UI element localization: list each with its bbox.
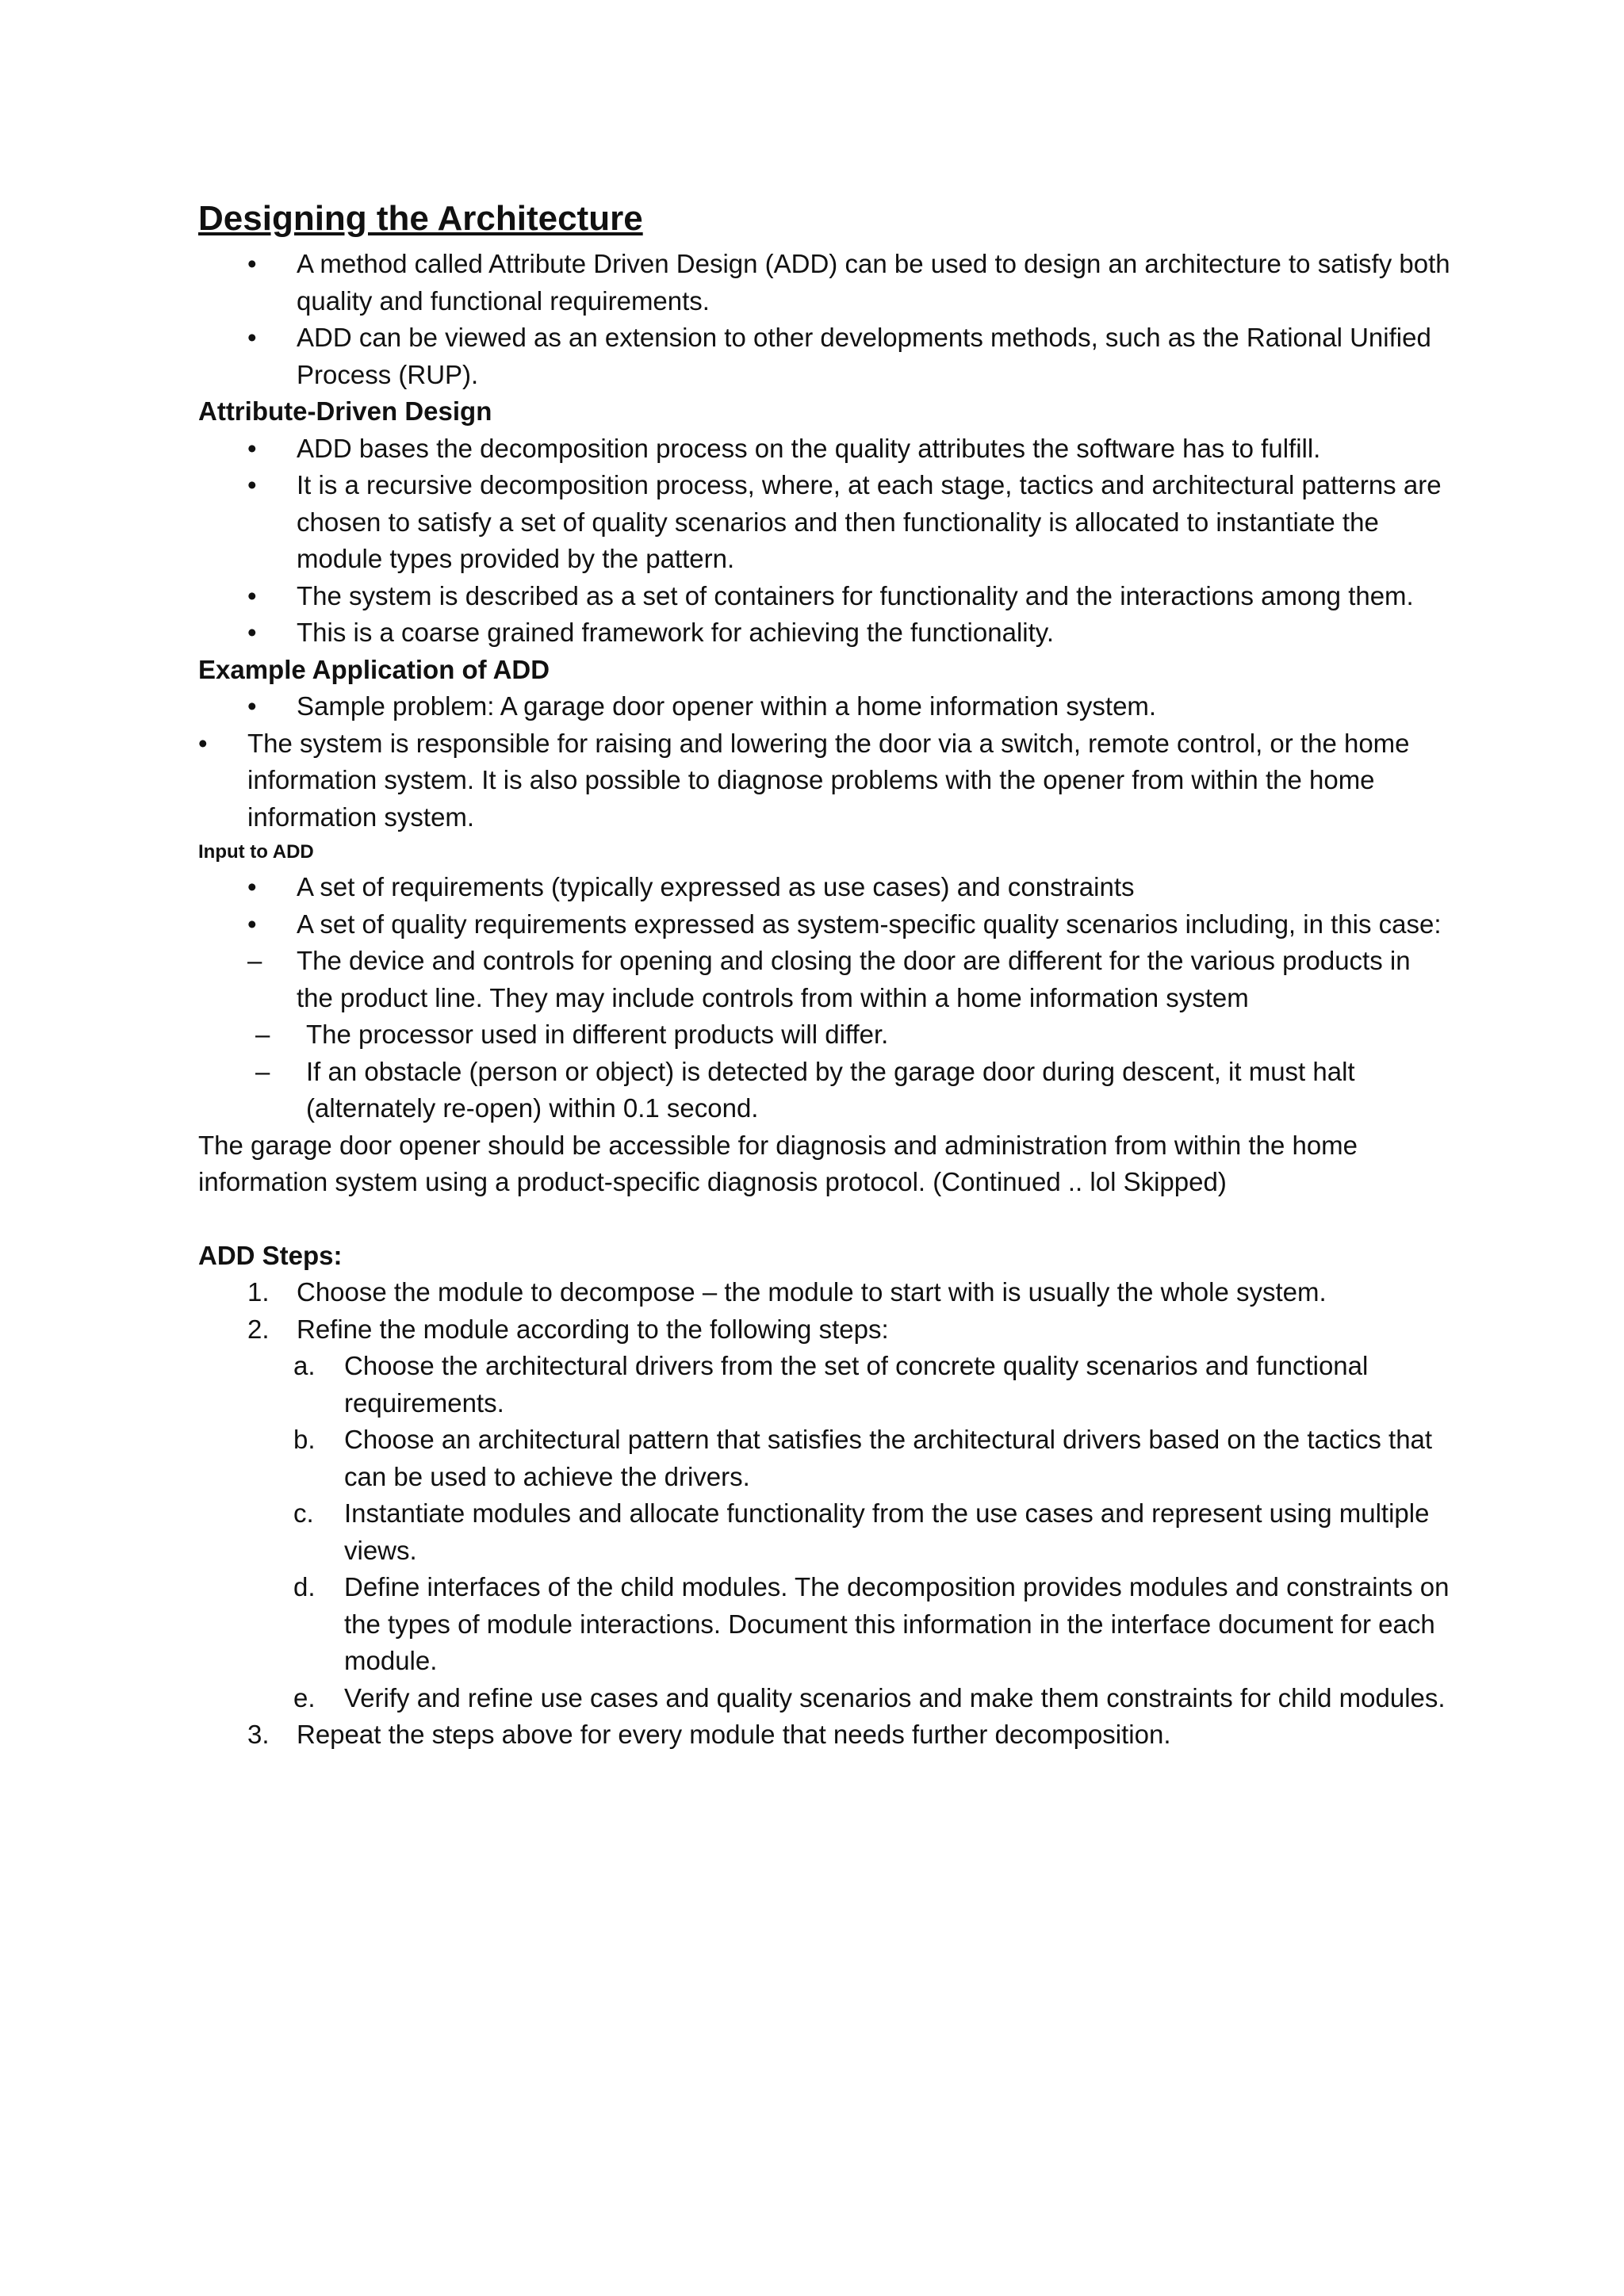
list-item	[198, 614, 1451, 652]
list-item-text: The system is responsible for raising and lowering the door via a switch, remote control, or the home information system. It is also possible to diagnose problems with the opener from within the home information system.	[247, 728, 1410, 832]
list-item-text: The processor used in different products will differ.	[306, 1020, 889, 1049]
document-body	[198, 197, 1451, 1754]
substep-letter: b.	[293, 1425, 316, 1454]
step-number: 2.	[247, 1314, 270, 1344]
list-item	[198, 1716, 1451, 1754]
list-item-text: A method called Attribute Driven Design (ADD) can be used to design an architecture to satisfy both quality and functional requirements.	[297, 249, 1450, 316]
bullet-icon: •	[247, 249, 257, 278]
list-item-text: Choose the module to decompose – the module to start with is usually the whole system.	[297, 1277, 1327, 1307]
list-item	[198, 688, 1451, 725]
step-number: 3.	[247, 1720, 270, 1749]
list-item-text: Sample problem: A garage door opener within a home information system.	[297, 691, 1157, 721]
closing-paragraph: The garage door opener should be accessible for diagnosis and administration from within the home information system using a product-specific diagnosis protocol. (Continued .. lol Skipped)	[198, 1130, 1358, 1196]
bullet-icon: •	[247, 433, 257, 463]
list-item	[198, 1274, 1451, 1311]
list-item-text: If an obstacle (person or object) is detected by the garage door during descent, it must halt (alternately re-open) within 0.1 second.	[306, 1056, 1355, 1123]
list-item	[198, 320, 1451, 393]
section-heading-add: Attribute-Driven Design	[198, 396, 492, 426]
spacer	[198, 1201, 1451, 1238]
list-item	[198, 430, 1451, 468]
dash-icon: –	[255, 1056, 270, 1086]
list-item-text: Verify and refine use cases and quality scenarios and make them constraints for child modules.	[344, 1682, 1446, 1712]
list-item	[198, 1569, 1451, 1680]
list-item-text: Choose the architectural drivers from the set of concrete quality scenarios and functional requirements.	[344, 1351, 1369, 1418]
list-item-text: A set of quality requirements expressed as system-specific quality scenarios including, in this case:	[297, 909, 1442, 939]
list-item	[198, 467, 1451, 578]
list-item-text: The device and controls for opening and closing the door are different for the various products in the product line. They may include controls from within a home information system	[297, 946, 1411, 1012]
substep-letter: c.	[293, 1498, 314, 1528]
section-heading-example: Example Application of ADD	[198, 654, 550, 684]
bullet-icon: •	[247, 909, 257, 939]
bullet-icon: •	[247, 470, 257, 499]
list-item-text: It is a recursive decomposition process, where, at each stage, tactics and architectural patterns are chosen to satisfy a set of quality scenarios and then functionality is allocated to instantiate the module types provided by the pattern.	[297, 470, 1442, 573]
list-item-text: ADD bases the decomposition process on the quality attributes the software has to fulfill.	[297, 433, 1321, 463]
bullet-icon: •	[198, 728, 208, 758]
list-item	[198, 906, 1451, 943]
page-title: Designing the Architecture	[198, 199, 643, 238]
list-item	[198, 1311, 1451, 1349]
list-item-text: A set of requirements (typically expressed as use cases) and constraints	[297, 872, 1135, 901]
bullet-icon: •	[247, 323, 257, 352]
list-item	[198, 578, 1451, 615]
section-heading-steps: ADD Steps:	[198, 1240, 343, 1270]
substep-letter: e.	[293, 1682, 316, 1712]
dash-icon: –	[247, 946, 262, 975]
list-item-text: Instantiate modules and allocate functionality from the use cases and represent using multiple views.	[344, 1498, 1430, 1565]
list-item	[198, 869, 1451, 906]
list-item-text: Refine the module according to the following steps:	[297, 1314, 889, 1344]
substep-letter: d.	[293, 1572, 316, 1601]
list-item-text: Choose an architectural pattern that satisfies the architectural drivers based on the tactics that can be used to achieve the drivers.	[344, 1425, 1433, 1491]
list-item	[198, 1054, 1451, 1127]
section-heading-input: Input to ADD	[198, 841, 314, 863]
bullet-icon: •	[247, 872, 257, 901]
step-number: 1.	[247, 1277, 270, 1307]
list-item	[198, 1680, 1451, 1717]
list-item	[198, 943, 1451, 1016]
list-item-text: This is a coarse grained framework for achieving the functionality.	[297, 618, 1055, 647]
list-item	[198, 725, 1451, 836]
list-item	[198, 246, 1451, 320]
list-item-text: ADD can be viewed as an extension to other developments methods, such as the Rational Unified Process (RUP).	[297, 323, 1431, 389]
list-item	[198, 1495, 1451, 1569]
bullet-icon: •	[247, 618, 257, 647]
list-item	[198, 1016, 1451, 1054]
bullet-icon: •	[247, 691, 257, 721]
substep-letter: a.	[293, 1351, 316, 1380]
list-item-text: Repeat the steps above for every module that needs further decomposition.	[297, 1720, 1171, 1749]
list-item	[198, 1348, 1451, 1422]
list-item-text: The system is described as a set of containers for functionality and the interactions among them.	[297, 580, 1414, 610]
list-item	[198, 1422, 1451, 1495]
list-item-text: Define interfaces of the child modules. The decomposition provides modules and constraints on the types of module interactions. Document this information in the interface document for each module.	[344, 1572, 1450, 1675]
bullet-icon: •	[247, 580, 257, 610]
dash-icon: –	[255, 1020, 270, 1049]
